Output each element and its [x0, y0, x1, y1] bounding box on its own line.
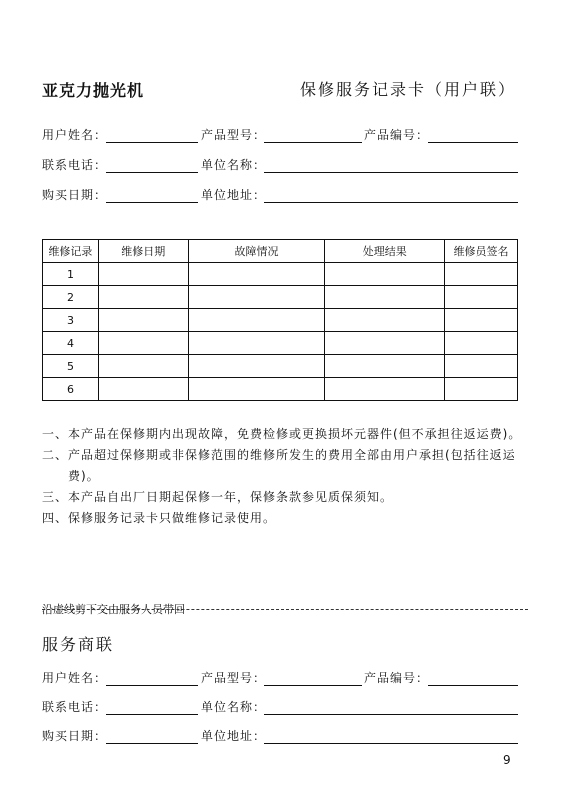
user-name-label: 用户姓名：	[42, 128, 108, 142]
purchase-date-label: 购买日期：	[42, 729, 108, 743]
column-header: 维修员签名	[445, 240, 518, 263]
fault-cell[interactable]	[188, 263, 325, 286]
company-address-label: 单位地址：	[201, 729, 267, 743]
table-row	[43, 332, 518, 355]
warranty-notes	[42, 424, 532, 529]
result-cell[interactable]	[325, 309, 445, 332]
table-row	[43, 355, 518, 378]
fault-cell[interactable]	[188, 332, 325, 355]
product-model-label: 产品型号：	[201, 671, 267, 685]
column-header: 故障情况	[188, 240, 325, 263]
note-text: 本产品自出厂日期起保修一年，保修条款参见质保须知。	[68, 490, 394, 504]
company-address-field[interactable]	[264, 202, 518, 203]
signature-cell[interactable]	[445, 309, 518, 332]
product-model-label: 产品型号：	[201, 128, 267, 142]
repair-date-cell[interactable]	[98, 332, 188, 355]
result-cell[interactable]	[325, 355, 445, 378]
cut-dashed-line	[42, 609, 528, 610]
note-item	[42, 424, 532, 445]
company-name-label: 单位名称：	[201, 158, 267, 172]
form-row-1	[42, 126, 518, 144]
note-number: 二、	[42, 448, 69, 462]
row-number: 6	[43, 378, 99, 401]
user-name-label: 用户姓名：	[42, 671, 108, 685]
product-number-field[interactable]	[428, 685, 518, 686]
service-form-row-1	[42, 669, 518, 687]
note-item	[42, 487, 532, 508]
signature-cell[interactable]	[445, 263, 518, 286]
note-text: 保修服务记录卡只做维修记录使用。	[68, 511, 277, 525]
card-title: 保修服务记录卡（用户联）	[300, 80, 517, 99]
company-name-field[interactable]	[264, 714, 518, 715]
row-number: 2	[43, 286, 99, 309]
fault-cell[interactable]	[188, 309, 325, 332]
company-address-label: 单位地址：	[201, 188, 267, 202]
table-row	[43, 378, 518, 401]
service-form-row-3	[42, 727, 518, 745]
repair-date-cell[interactable]	[98, 286, 188, 309]
service-form-row-2	[42, 698, 518, 716]
product-model-field[interactable]	[264, 142, 362, 143]
repair-record-table	[42, 239, 518, 401]
repair-date-cell[interactable]	[98, 355, 188, 378]
brand-title: 亚克力抛光机	[42, 81, 145, 100]
row-number: 5	[43, 355, 99, 378]
form-row-3	[42, 186, 518, 204]
row-number: 3	[43, 309, 99, 332]
page-number: 9	[503, 753, 511, 767]
repair-date-cell[interactable]	[98, 263, 188, 286]
phone-label: 联系电话：	[42, 700, 108, 714]
phone-label: 联系电话：	[42, 158, 108, 172]
fault-cell[interactable]	[188, 286, 325, 309]
company-name-field[interactable]	[264, 172, 518, 173]
signature-cell[interactable]	[445, 378, 518, 401]
company-name-label: 单位名称：	[201, 700, 267, 714]
row-number: 1	[43, 263, 99, 286]
phone-field[interactable]	[106, 714, 198, 715]
column-header: 处理结果	[325, 240, 445, 263]
note-number: 四、	[42, 511, 69, 525]
table-row	[43, 309, 518, 332]
result-cell[interactable]	[325, 332, 445, 355]
result-cell[interactable]	[325, 378, 445, 401]
note-text: 产品超过保修期或非保修范围的维修所发生的费用全部由用户承担(包括往返运费)。	[68, 448, 516, 483]
note-item	[42, 508, 532, 529]
service-section-title: 服务商联	[42, 635, 115, 654]
purchase-date-field[interactable]	[106, 743, 198, 744]
product-number-label: 产品编号：	[364, 128, 430, 142]
note-item	[42, 445, 532, 487]
product-number-label: 产品编号：	[364, 671, 430, 685]
purchase-date-field[interactable]	[106, 202, 198, 203]
result-cell[interactable]	[325, 263, 445, 286]
phone-field[interactable]	[106, 172, 198, 173]
company-address-field[interactable]	[264, 743, 518, 744]
column-header: 维修日期	[98, 240, 188, 263]
fault-cell[interactable]	[188, 355, 325, 378]
fault-cell[interactable]	[188, 378, 325, 401]
repair-date-cell[interactable]	[98, 378, 188, 401]
user-name-field[interactable]	[106, 142, 198, 143]
table-row	[43, 263, 518, 286]
note-text: 本产品在保修期内出现故障，免费检修或更换损坏元器件(但不承担往返运费)。	[68, 427, 522, 441]
purchase-date-label: 购买日期：	[42, 188, 108, 202]
cut-instruction: 沿虚线剪下交由服务人员带回	[42, 603, 185, 616]
row-number: 4	[43, 332, 99, 355]
signature-cell[interactable]	[445, 332, 518, 355]
result-cell[interactable]	[325, 286, 445, 309]
product-number-field[interactable]	[428, 142, 518, 143]
user-name-field[interactable]	[106, 685, 198, 686]
product-model-field[interactable]	[264, 685, 362, 686]
table-row	[43, 286, 518, 309]
signature-cell[interactable]	[445, 286, 518, 309]
signature-cell[interactable]	[445, 355, 518, 378]
note-number: 一、	[42, 427, 69, 441]
form-row-2	[42, 156, 518, 174]
repair-date-cell[interactable]	[98, 309, 188, 332]
table-header-row	[43, 240, 518, 263]
note-number: 三、	[42, 490, 69, 504]
column-header: 维修记录	[43, 240, 99, 263]
